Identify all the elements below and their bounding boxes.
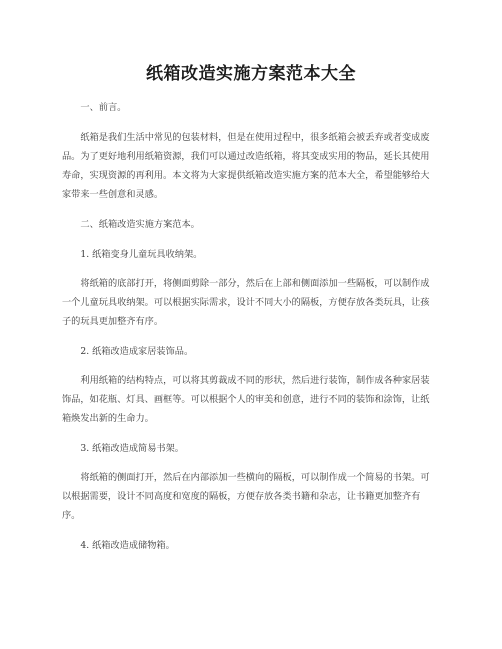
document-body bbox=[62, 98, 438, 555]
plan-item-3-title: 3. 纸箱改造成简易书架。 bbox=[80, 443, 184, 454]
plan-item-1-title: 1. 纸箱变身儿童玩具收纳架。 bbox=[80, 249, 203, 260]
section-heading-preface: 一、前言。 bbox=[80, 102, 127, 113]
paragraph-preface: 纸箱是我们生活中常见的包装材料，但是在使用过程中，很多纸箱会被丢弃或者变成废品。为了更好地利用纸箱资源，我们可以通过改造纸箱，将其变成实用的物品，延长其使用寿命，实现资源的再利用。本文将为大家提供纸箱改造实施方案的范本大全，希望能够给大家带来一些创意和灵感。 bbox=[62, 132, 430, 200]
plan-item-2-body: 利用纸箱的结构特点，可以将其剪裁成不同的形状，然后进行装饰，制作成各种家居装饰品，如花瓶、灯具、画框等。可以根据个人的审美和创意，进行不同的装饰和涂饰，让纸箱焕发出新的生命力。 bbox=[62, 375, 430, 424]
plan-item-1-body: 将纸箱的底部打开，将侧面剪除一部分，然后在上部和侧面添加一些隔板，可以制作成一个儿童玩具收纳架。可以根据实际需求，设计不同大小的隔板，方便存放各类玩具，让孩子的玩具更加整齐有序。 bbox=[62, 278, 430, 327]
plan-item-2-title: 2. 纸箱改造成家居装饰品。 bbox=[80, 346, 194, 357]
plan-item-4-title: 4. 纸箱改造成储物箱。 bbox=[80, 540, 175, 551]
document-title: 纸箱改造实施方案范本大全 bbox=[146, 64, 356, 84]
plan-item-3-body: 将纸箱的侧面打开，然后在内部添加一些横向的隔板，可以制作成一个简易的书架。可以根据需要，设计不同高度和宽度的隔板，方便存放各类书籍和杂志，让书籍更加整齐有序。 bbox=[62, 472, 430, 521]
section-heading-plans: 二、纸箱改造实施方案范本。 bbox=[80, 219, 200, 230]
